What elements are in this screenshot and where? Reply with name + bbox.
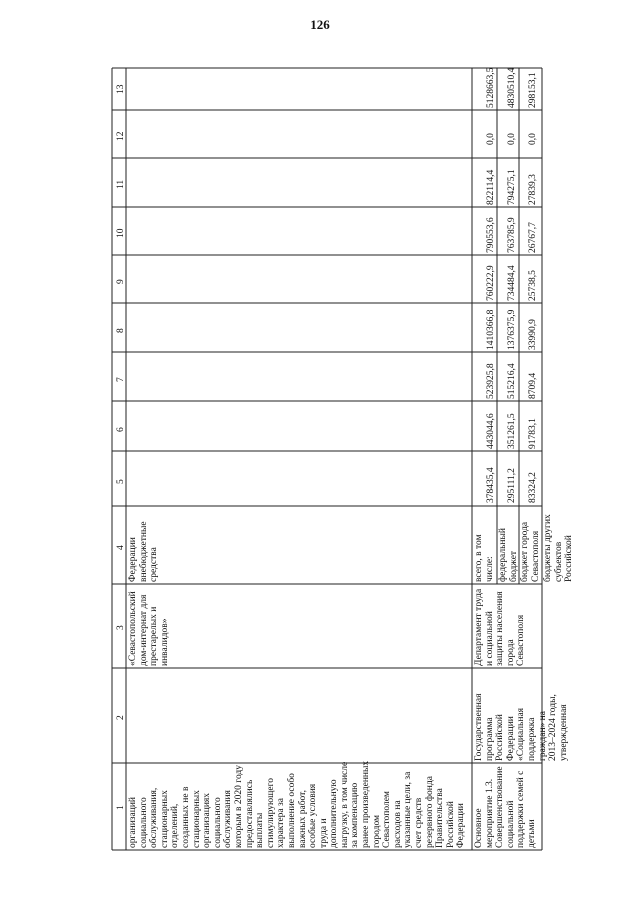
federal-col13: 4830510,4 (507, 67, 517, 108)
total-col6: 443044,6 (486, 413, 496, 449)
header-col-3: 3 (116, 625, 126, 630)
block2-col2-text: Государственная программа Российской Федерации «Социальная поддержка граждан» на 2013–2024 годы, утвержденная (474, 693, 569, 761)
block1-col3-text: «Севастопольский дом-интернат для престарелых и инвалидов» (128, 591, 170, 666)
city-col11: 27839,3 (528, 174, 538, 205)
city-col6: 91783,1 (528, 418, 538, 449)
header-col-10: 10 (116, 228, 126, 238)
federal-col12: 0,0 (507, 133, 517, 145)
header-col-12: 12 (116, 131, 126, 141)
federal-col6: 351261,5 (507, 413, 517, 449)
page-number: 126 (310, 17, 330, 32)
total-col8: 1410366,8 (486, 309, 496, 350)
city-col7: 8709,4 (528, 372, 538, 399)
header-col-2: 2 (116, 715, 126, 720)
header-col-13: 13 (116, 84, 126, 94)
total-col11: 822114,4 (486, 169, 496, 205)
header-col-9: 9 (116, 279, 126, 284)
row-source-federal: федеральный бюджет (498, 528, 519, 582)
total-col13: 5128663,5 (486, 67, 496, 108)
header-col-6: 6 (116, 427, 126, 432)
federal-col10: 763785,9 (507, 217, 517, 253)
city-col13: 298153,1 (528, 72, 538, 108)
header-col-4: 4 (116, 545, 126, 550)
block2-col3-text: Департамент труда и социальной защиты населения города Севастополя (474, 588, 527, 666)
header-col-1: 1 (116, 805, 126, 810)
total-col7: 523925,8 (486, 363, 496, 399)
city-col12: 0,0 (528, 133, 538, 145)
header-col-7: 7 (116, 377, 126, 382)
block1-col1-text: организаций социального обслуживания, стационарных отделений, созданных не в стационарных организациях социального обслуживания которым в 2020 году предоставлялись выплаты стимулирующего характера за выполнение особо важных работ, особые условия труда и дополнительную нагрузку, в том числе за компенсацию ранее произведенных городом Севастополем расходов на указанные цели, за счет средств резервного фонда Правительства Российской Федерации (128, 760, 467, 848)
city-col8: 33990,9 (528, 319, 538, 350)
federal-col7: 515216,4 (507, 363, 517, 399)
federal-col8: 1376375,9 (507, 309, 517, 350)
city-col10: 26767,7 (528, 222, 538, 253)
total-col12: 0,0 (486, 133, 496, 145)
header-col-11: 11 (116, 179, 126, 189)
block2-col1-text: Основное мероприятие 1.3. Совершенствование социальной поддержки семей с детьми (474, 766, 537, 848)
total-col5: 378435,4 (486, 467, 496, 503)
header-col-8: 8 (116, 328, 126, 333)
city-col9: 25738,5 (528, 270, 538, 301)
row-source-city: бюджет города Севастополя (520, 521, 541, 582)
federal-col9: 734484,4 (507, 265, 517, 301)
header-col-5: 5 (116, 479, 126, 484)
federal-col11: 794275,1 (507, 169, 517, 205)
total-col9: 760222,9 (486, 265, 496, 301)
row-source-total: всего, в том числе: (474, 534, 495, 582)
block1-col4-text: Федерации внебюджетные средства (128, 521, 160, 582)
federal-col5: 295111,2 (507, 468, 517, 503)
row-source-other: бюджеты других субъектов Российской (543, 514, 575, 582)
city-col5: 83324,2 (528, 472, 538, 503)
total-col10: 790553,6 (486, 217, 496, 253)
